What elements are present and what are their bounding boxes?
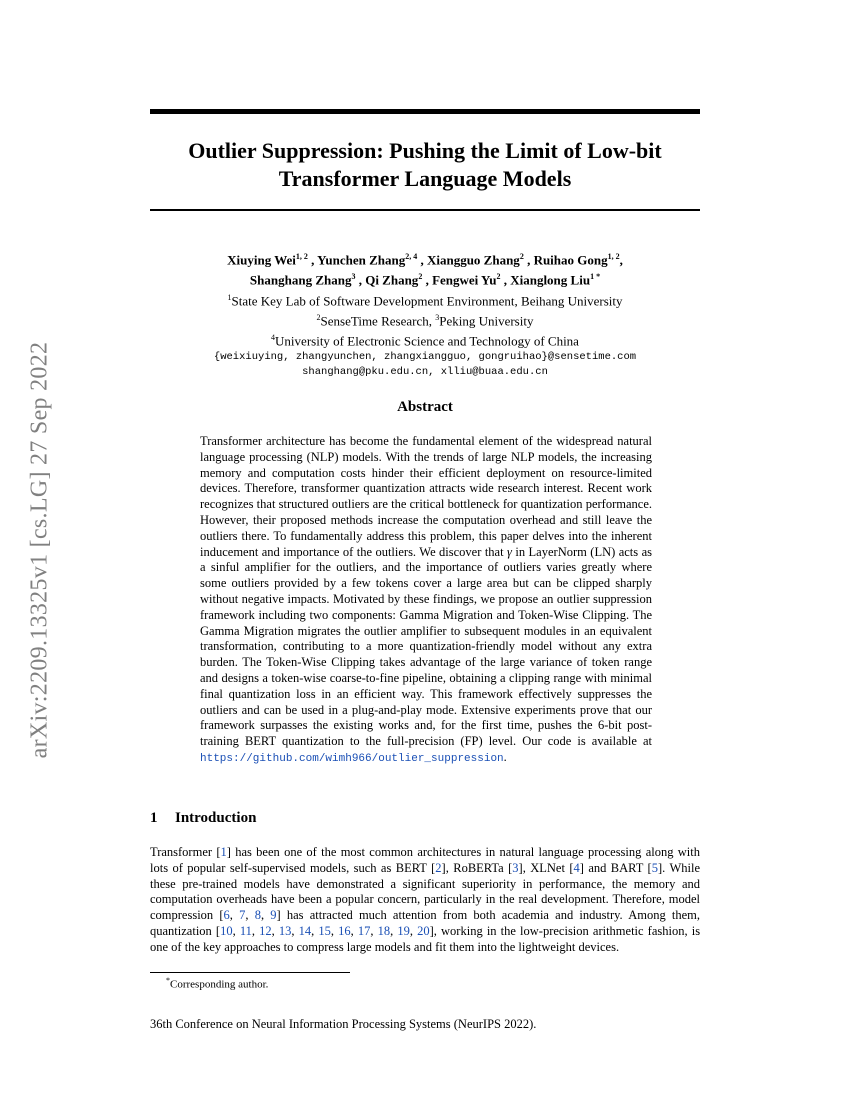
abstract-end: . <box>503 749 507 764</box>
citation-separator: , <box>260 908 271 923</box>
citation-link[interactable]: 2 <box>435 860 442 875</box>
venue-footer: 36th Conference on Neural Information Processing Systems (NeurIPS 2022). <box>150 1017 537 1031</box>
author-affil-sup: 2 <box>519 252 524 261</box>
affil-sup: 3 <box>435 312 440 322</box>
citation-link[interactable]: 18 <box>377 923 391 938</box>
intro-text: ] has been one of the most common architectures in natural language processing along with lots of popular self-supervised models, such as BERT [ <box>150 845 700 875</box>
email-line-1: {weixiuying, zhangyunchen, zhangxiangguo, gongruihao}@sensetime.com <box>213 350 637 363</box>
author-line-2: Shanghang Zhang$^3$ , Qi Zhang$^2$ , Fengwei Yu$^2$ , Xianglong Liu$^{1 *}$ <box>249 272 601 288</box>
citation-separator: , <box>370 923 378 938</box>
citation-link[interactable]: 4 <box>573 860 580 875</box>
citation-link[interactable]: 20 <box>417 923 430 938</box>
abstract-heading: Abstract <box>397 399 453 415</box>
citation-separator: , <box>291 923 299 938</box>
author-affil-sup: 3 <box>351 272 356 282</box>
citation-separator: , <box>245 908 255 923</box>
affil-text: Peking University <box>439 313 534 329</box>
title-line-2: Transformer Language Models <box>278 166 572 191</box>
citation-separator: , <box>409 923 418 938</box>
title-line-1: Outlier Suppression: Pushing the Limit of Low-bit <box>188 138 662 163</box>
citation-link[interactable]: 8 <box>254 908 261 923</box>
intro-text: ]. While these pre-trained models have demonstrated a significant superiority in performance, the memory and computation overheads have been a popular concern, particularly in the real development. Therefore, model compression [ <box>150 860 700 923</box>
footnote <box>166 976 268 991</box>
author-affil-sup: 2 <box>418 272 423 282</box>
section-number: 1 <box>150 810 158 826</box>
introduction-paragraph <box>150 845 700 956</box>
citation-separator: , <box>232 923 240 938</box>
citation-link[interactable]: 14 <box>298 923 312 938</box>
intro-text: ], working in the low-precision arithmetic fashion, is one of the key approaches to compress large models and fit them into the lightweight devices. <box>150 923 701 954</box>
citation-link[interactable]: 3 <box>512 860 519 875</box>
email-line-2: shanghang@pku.edu.cn, xlliu@buaa.edu.cn <box>302 365 548 378</box>
citation-link[interactable]: 19 <box>397 923 410 938</box>
arxiv-identifier-text: arXiv:2209.13325v1 [cs.LG] 27 Sep 2022 <box>26 341 53 759</box>
citation-link[interactable]: 10 <box>220 923 233 938</box>
citation-separator: , <box>330 923 339 938</box>
title-top-rule <box>150 109 700 114</box>
footnote-text: Corresponding author. <box>170 978 269 991</box>
abstract-text: in LayerNorm (LN) acts as a sinful amplifier for the outliers, and the importance of outliers varies greatly where some outliers provided by a few tokens cover a large area but can be clipped sharply without negative impacts. Motivated by these findings, we propose an outlier suppression framework including two components: Gamma Migration and Token-Wise Clipping. The Gamma Migration migrates the outlier amplifier to subsequent modules in an equivalent transformation, contributing to a more quantization-friendly model without any extra burden. The Token-Wise Clipping takes advantage of the large variance of token range and designs a token-wise coarse-to-fine pipeline, obtaining a clipping range with minimal final quantization loss in an efficient way. This framework effectively suppresses the outliers and can be used in a plug-and-play mode. Extensive experiments prove that our framework surpasses the existing works and, for the first time, pushes the 6-bit post-training BERT quantization to the full-precision (FP) level. Our code is available at <box>200 544 652 749</box>
section-title: Introduction <box>175 810 257 826</box>
abstract-text: Transformer architecture has become the fundamental element of the widespread natural language processing (NLP) models. With the trends of large NLP models, the increasing memory and computation costs hinder their efficient deployment on resource-limited devices. Therefore, transformer quantization attracts wide research interest. Recent work recognizes that structured outliers are the critical bottleneck for quantization performance. However, their proposed methods increase the computation overhead and still leave the outliers there. To fundamentally address this problem, this paper delves into the inherent inducement and importance of the outliers. We discover that <box>200 434 652 559</box>
citation-separator: , <box>251 923 260 938</box>
citation-separator: , <box>229 908 240 923</box>
affil-text: University of Electronic Science and Technology of China <box>275 333 579 349</box>
footnote-mark: * <box>166 976 170 985</box>
author-name: Xiuying Wei <box>227 252 296 268</box>
intro-text: Transformer [ <box>150 845 221 859</box>
gamma-symbol: γ <box>507 544 512 559</box>
author-name: Fengwei Yu <box>432 272 497 288</box>
citation-separator: , <box>271 923 279 938</box>
author-name: Shanghang Zhang <box>249 272 352 288</box>
author-affil-sup: 2, 4 <box>405 252 418 261</box>
citation-link[interactable]: 9 <box>270 908 277 923</box>
intro-text: ] and BART [ <box>579 860 652 875</box>
author-affil-sup: 2 <box>496 272 501 282</box>
citation-link[interactable]: 7 <box>239 908 246 923</box>
author-name: Qi Zhang <box>365 272 419 288</box>
author-affil-sup: 1, 2 <box>607 252 620 261</box>
abstract-body <box>200 434 652 768</box>
author-name: Xiangguo Zhang <box>426 252 520 268</box>
affiliation-2-3 <box>150 309 700 329</box>
citation-link[interactable]: 1 <box>220 845 227 859</box>
citation-link[interactable]: 11 <box>239 923 252 938</box>
author-block <box>150 248 700 380</box>
author-names <box>150 248 700 289</box>
citation-link[interactable]: 12 <box>259 923 272 938</box>
intro-text: ] has attracted much attention from both academia and industry. Among them, quantization [ <box>150 908 701 938</box>
paper-title <box>150 137 700 193</box>
author-affil-sup: 1 * <box>590 272 601 282</box>
affil-sup: 1 <box>227 292 232 302</box>
affil-text: State Key Lab of Software Development Environment, Beihang University <box>231 292 623 308</box>
citation-link[interactable]: 5 <box>651 860 658 875</box>
citation-link[interactable]: 13 <box>278 923 292 938</box>
affiliation-1 <box>150 289 700 309</box>
author-name: Ruihao Gong <box>533 252 608 268</box>
author-affil-sup: 1, 2 <box>295 252 308 261</box>
author-name: Yunchen Zhang <box>317 252 406 268</box>
affiliation-4 <box>150 329 700 349</box>
citation-link[interactable]: 15 <box>318 923 331 938</box>
citation-link[interactable]: 17 <box>357 923 371 938</box>
author-line-1: Xiuying Wei$^{1, 2}$ , Yunchen Zhang$^{2, 4}$ , Xiangguo Zhang$^2$ , Ruihao Gong$^{1, 2}$, <box>227 252 623 268</box>
citation-link[interactable]: 6 <box>223 908 230 923</box>
intro-text: ], XLNet [ <box>518 860 574 875</box>
citation-separator: , <box>350 923 358 938</box>
affil-sup: 4 <box>271 333 276 343</box>
affil-sup: 2 <box>316 312 321 322</box>
title-bottom-rule <box>150 209 700 211</box>
affil-text: SenseTime Research, <box>320 313 436 329</box>
footnote-rule <box>150 972 350 973</box>
code-repository-link[interactable]: https://github.com/wimh966/outlier_suppression <box>200 752 504 765</box>
citation-separator: , <box>390 923 398 938</box>
author-name: Xianglong Liu <box>510 272 591 288</box>
citation-separator: , <box>311 923 319 938</box>
citation-link[interactable]: 16 <box>338 923 351 938</box>
intro-text: ], RoBERTa [ <box>441 860 513 875</box>
section-heading-introduction <box>150 810 700 827</box>
